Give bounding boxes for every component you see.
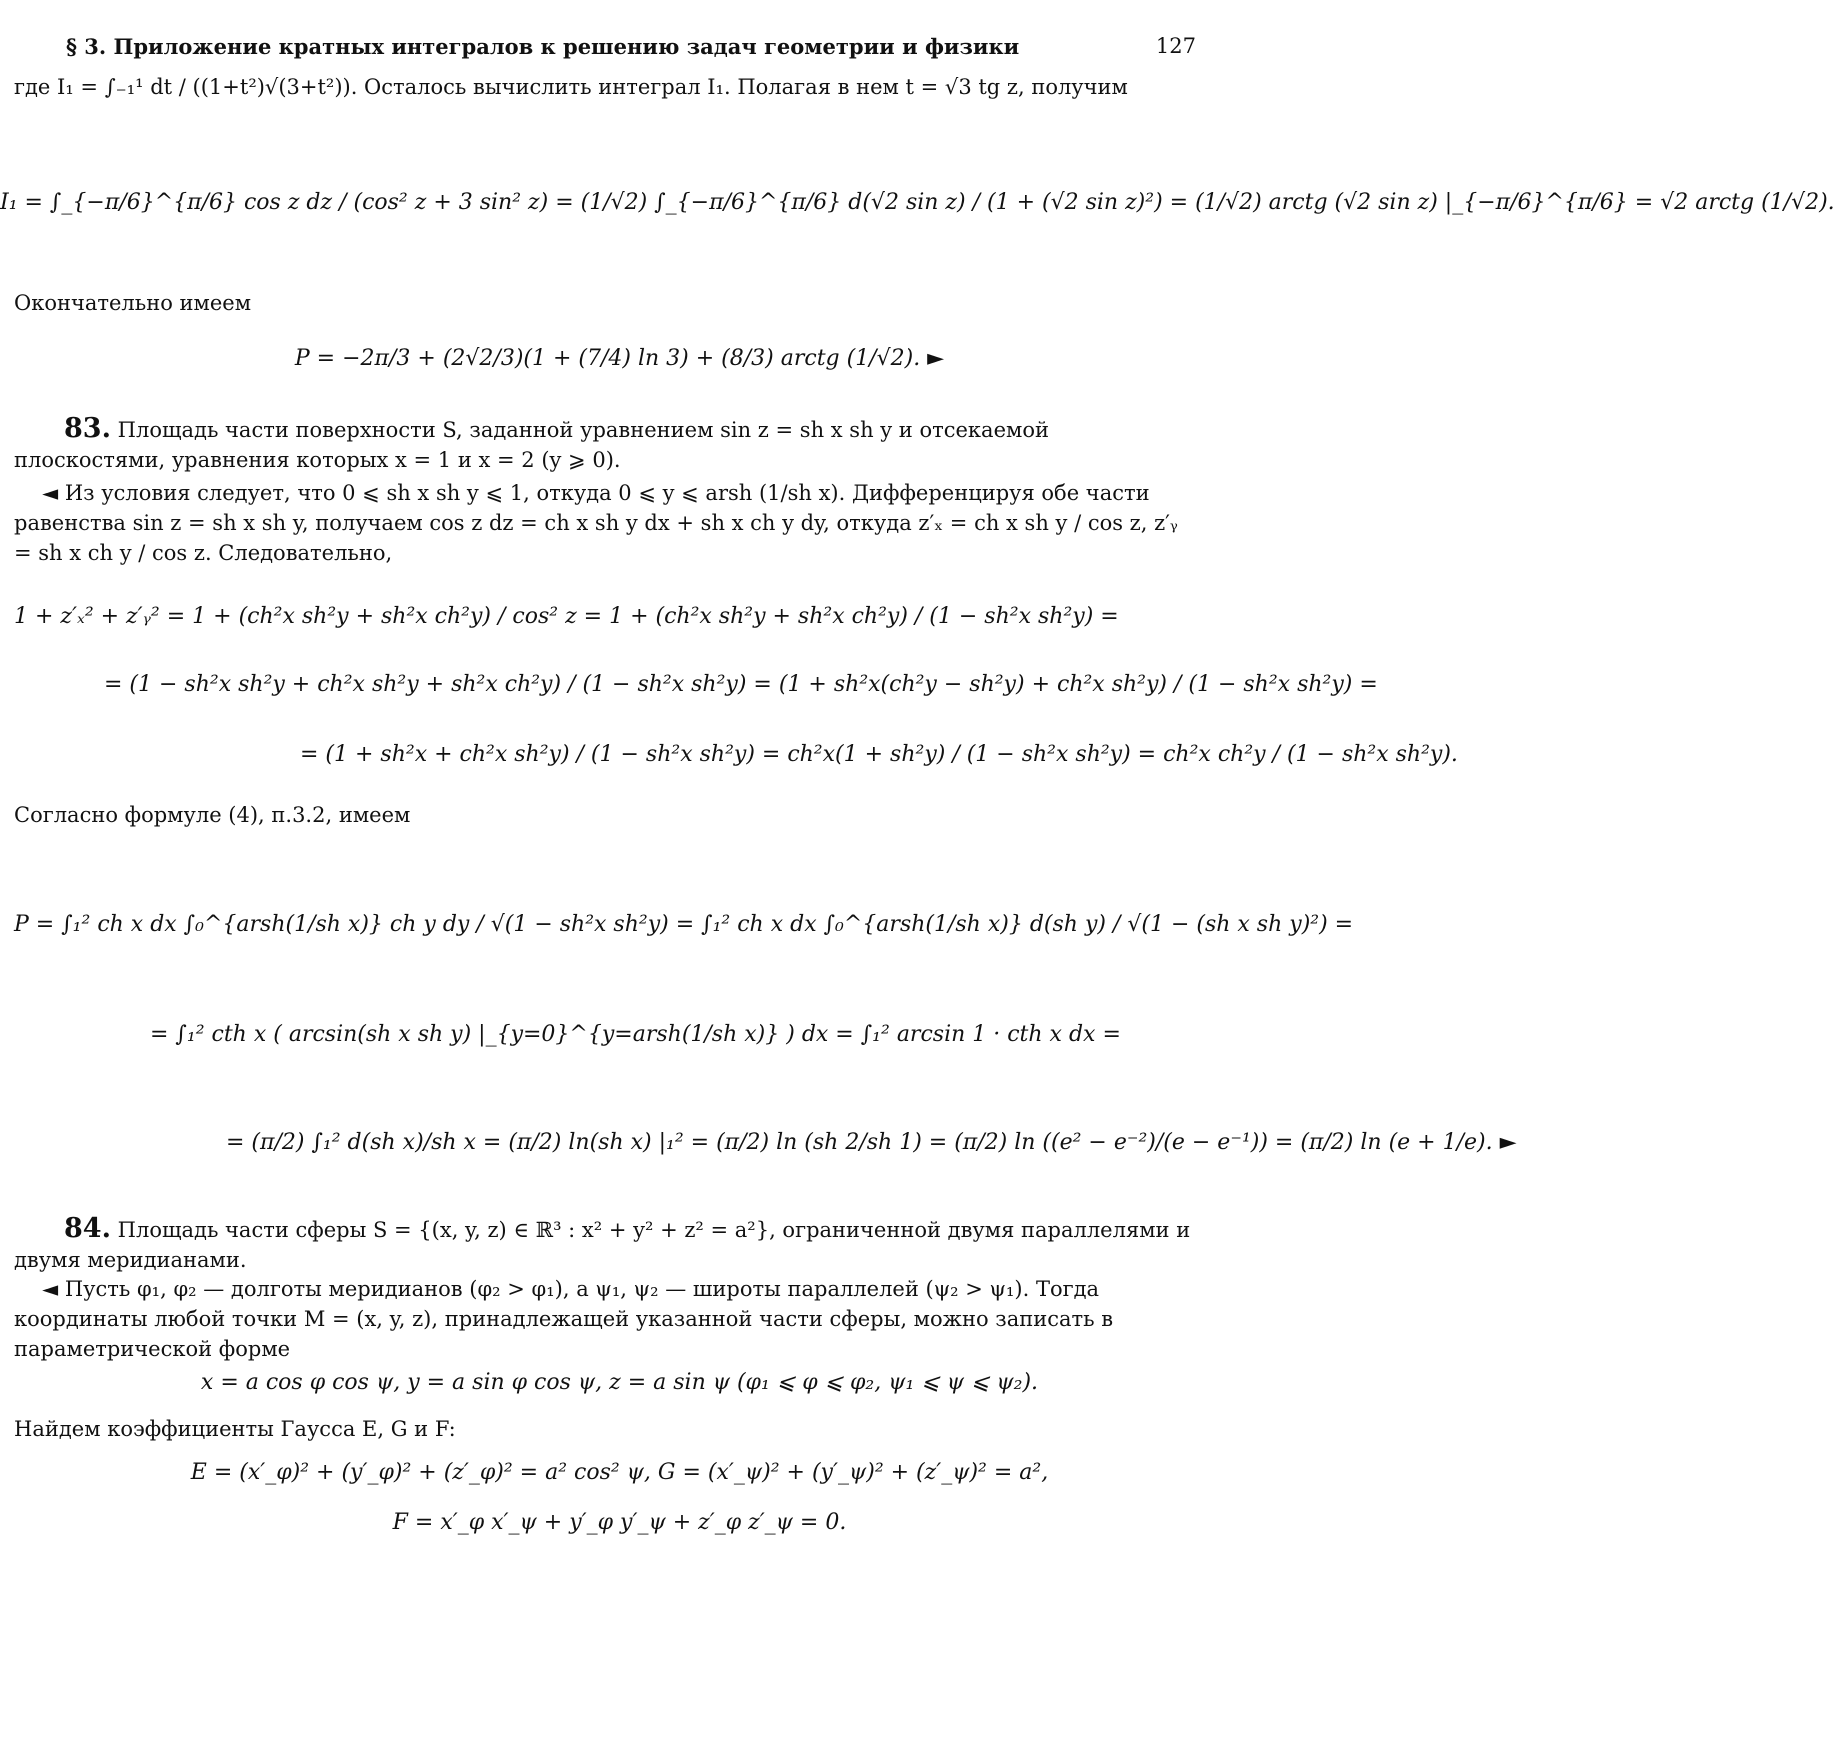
paragraph-formula-ref: Согласно формуле (4), п.3.2, имеем bbox=[14, 803, 411, 827]
equation-p-integral-1: P = ∫₁² ch x dx ∫₀^{arsh(1/sh x)} ch y dy / √(1 − sh²x sh²y) = ∫₁² ch x dx ∫₀^{arsh(1/sh x)} d(sh y) / √(1 − (sh x sh y)²) = bbox=[14, 912, 1354, 937]
problem-number-84: 84. bbox=[64, 1213, 111, 1244]
equation-p-result: P = −2π/3 + (2√2/3)(1 + (7/4) ln 3) + (8/3) arctg (1/√2). ► bbox=[294, 346, 945, 371]
problem-83 bbox=[14, 414, 1194, 475]
header-title: § 3. Приложение кратных интегралов к решению задач геометрии и физики bbox=[66, 34, 1020, 59]
equation-p-integral-2: = ∫₁² cth x ( arcsin(sh x sh y) |_{y=0}^{y=arsh(1/sh x)} ) dx = ∫₁² arcsin 1 · cth x dx = bbox=[150, 1022, 1121, 1047]
running-header bbox=[66, 34, 1196, 59]
problem-84 bbox=[14, 1214, 1194, 1275]
equation-parametric: x = a cos φ cos ψ, y = a sin φ cos ψ, z = a sin ψ (φ₁ ⩽ φ ⩽ φ₂, ψ₁ ⩽ ψ ⩽ ψ₂). bbox=[200, 1370, 1039, 1395]
page-number: 127 bbox=[1155, 34, 1196, 58]
paragraph-final: Окончательно имеем bbox=[14, 291, 252, 315]
equation-i1: I₁ = ∫_{−π/6}^{π/6} cos z dz / (cos² z + 3 sin² z) = (1/√2) ∫_{−π/6}^{π/6} d(√2 sin z) / (1 + (√2 sin z)²) = (1/√2) arctg (√2 sin z) |_{−π/6}^{π/6} = √2 arctg (1/√2). bbox=[0, 190, 1835, 215]
equation-p-integral-3: = (π/2) ∫₁² d(sh x)/sh x = (π/2) ln(sh x) |₁² = (π/2) ln (sh 2/sh 1) = (π/2) ln ((e² − e⁻²)/(e − e⁻¹)) = (π/2) ln (e + 1/e). ► bbox=[226, 1130, 1517, 1155]
equation-derivatives-3: = (1 + sh²x + ch²x sh²y) / (1 − sh²x sh²y) = ch²x(1 + sh²y) / (1 − sh²x sh²y) = ch²x ch²y / (1 − sh²x sh²y). bbox=[300, 742, 1458, 767]
paragraph-solution-83: ◄ Из условия следует, что 0 ⩽ sh x sh y ⩽ 1, откуда 0 ⩽ y ⩽ arsh (1/sh x). Дифференцируя обе части равенства sin z = sh x sh y, получаем cos z dz = ch x sh y dx + sh x ch y dy, откуда z′ₓ = ch x sh y / cos z, z′ᵧ = sh x ch y / cos z. Следовательно, bbox=[14, 481, 1178, 565]
equation-derivatives-2: = (1 − sh²x sh²y + ch²x sh²y + sh²x ch²y) / (1 − sh²x sh²y) = (1 + sh²x(ch²y − sh²y) + ch²x sh²y) / (1 − sh²x sh²y) = bbox=[104, 672, 1378, 697]
paragraph-gauss: Найдем коэффициенты Гаусса E, G и F: bbox=[14, 1417, 456, 1441]
paragraph-intro: где I₁ = ∫₋₁¹ dt / ((1+t²)√(3+t²)). Осталось вычислить интеграл I₁. Полагая в нем t = √3 tg z, получим bbox=[14, 75, 1128, 99]
problem-number-83: 83. bbox=[64, 413, 111, 444]
paragraph-solution-84: ◄ Пусть φ₁, φ₂ — долготы меридианов (φ₂ > φ₁), а ψ₁, ψ₂ — широты параллелей (ψ₂ > ψ₁). Тогда координаты любой точки M = (x, y, z), принадлежащей указанной части сферы, можно записать в параметрической форме bbox=[14, 1277, 1114, 1361]
equation-derivatives-1: 1 + z′ₓ² + z′ᵧ² = 1 + (ch²x sh²y + sh²x ch²y) / cos² z = 1 + (ch²x sh²y + sh²x ch²y) / (1 − sh²x sh²y) = bbox=[14, 604, 1119, 629]
equation-gauss-eg: E = (x′_φ)² + (y′_φ)² + (z′_φ)² = a² cos² ψ, G = (x′_ψ)² + (y′_ψ)² + (z′_ψ)² = a², bbox=[190, 1460, 1049, 1485]
problem-84-text: Площадь части сферы S = {(x, y, z) ∈ ℝ³ : x² + y² + z² = a²}, ограниченной двумя параллелями и двумя меридианами. bbox=[14, 1218, 1191, 1272]
problem-83-text: Площадь части поверхности S, заданной уравнением sin z = sh x sh y и отсекаемой плоскостями, уравнения которых x = 1 и x = 2 (y ⩾ 0). bbox=[14, 418, 1049, 472]
equation-gauss-f: F = x′_φ x′_ψ + y′_φ y′_ψ + z′_φ z′_ψ = 0. bbox=[392, 1510, 847, 1535]
